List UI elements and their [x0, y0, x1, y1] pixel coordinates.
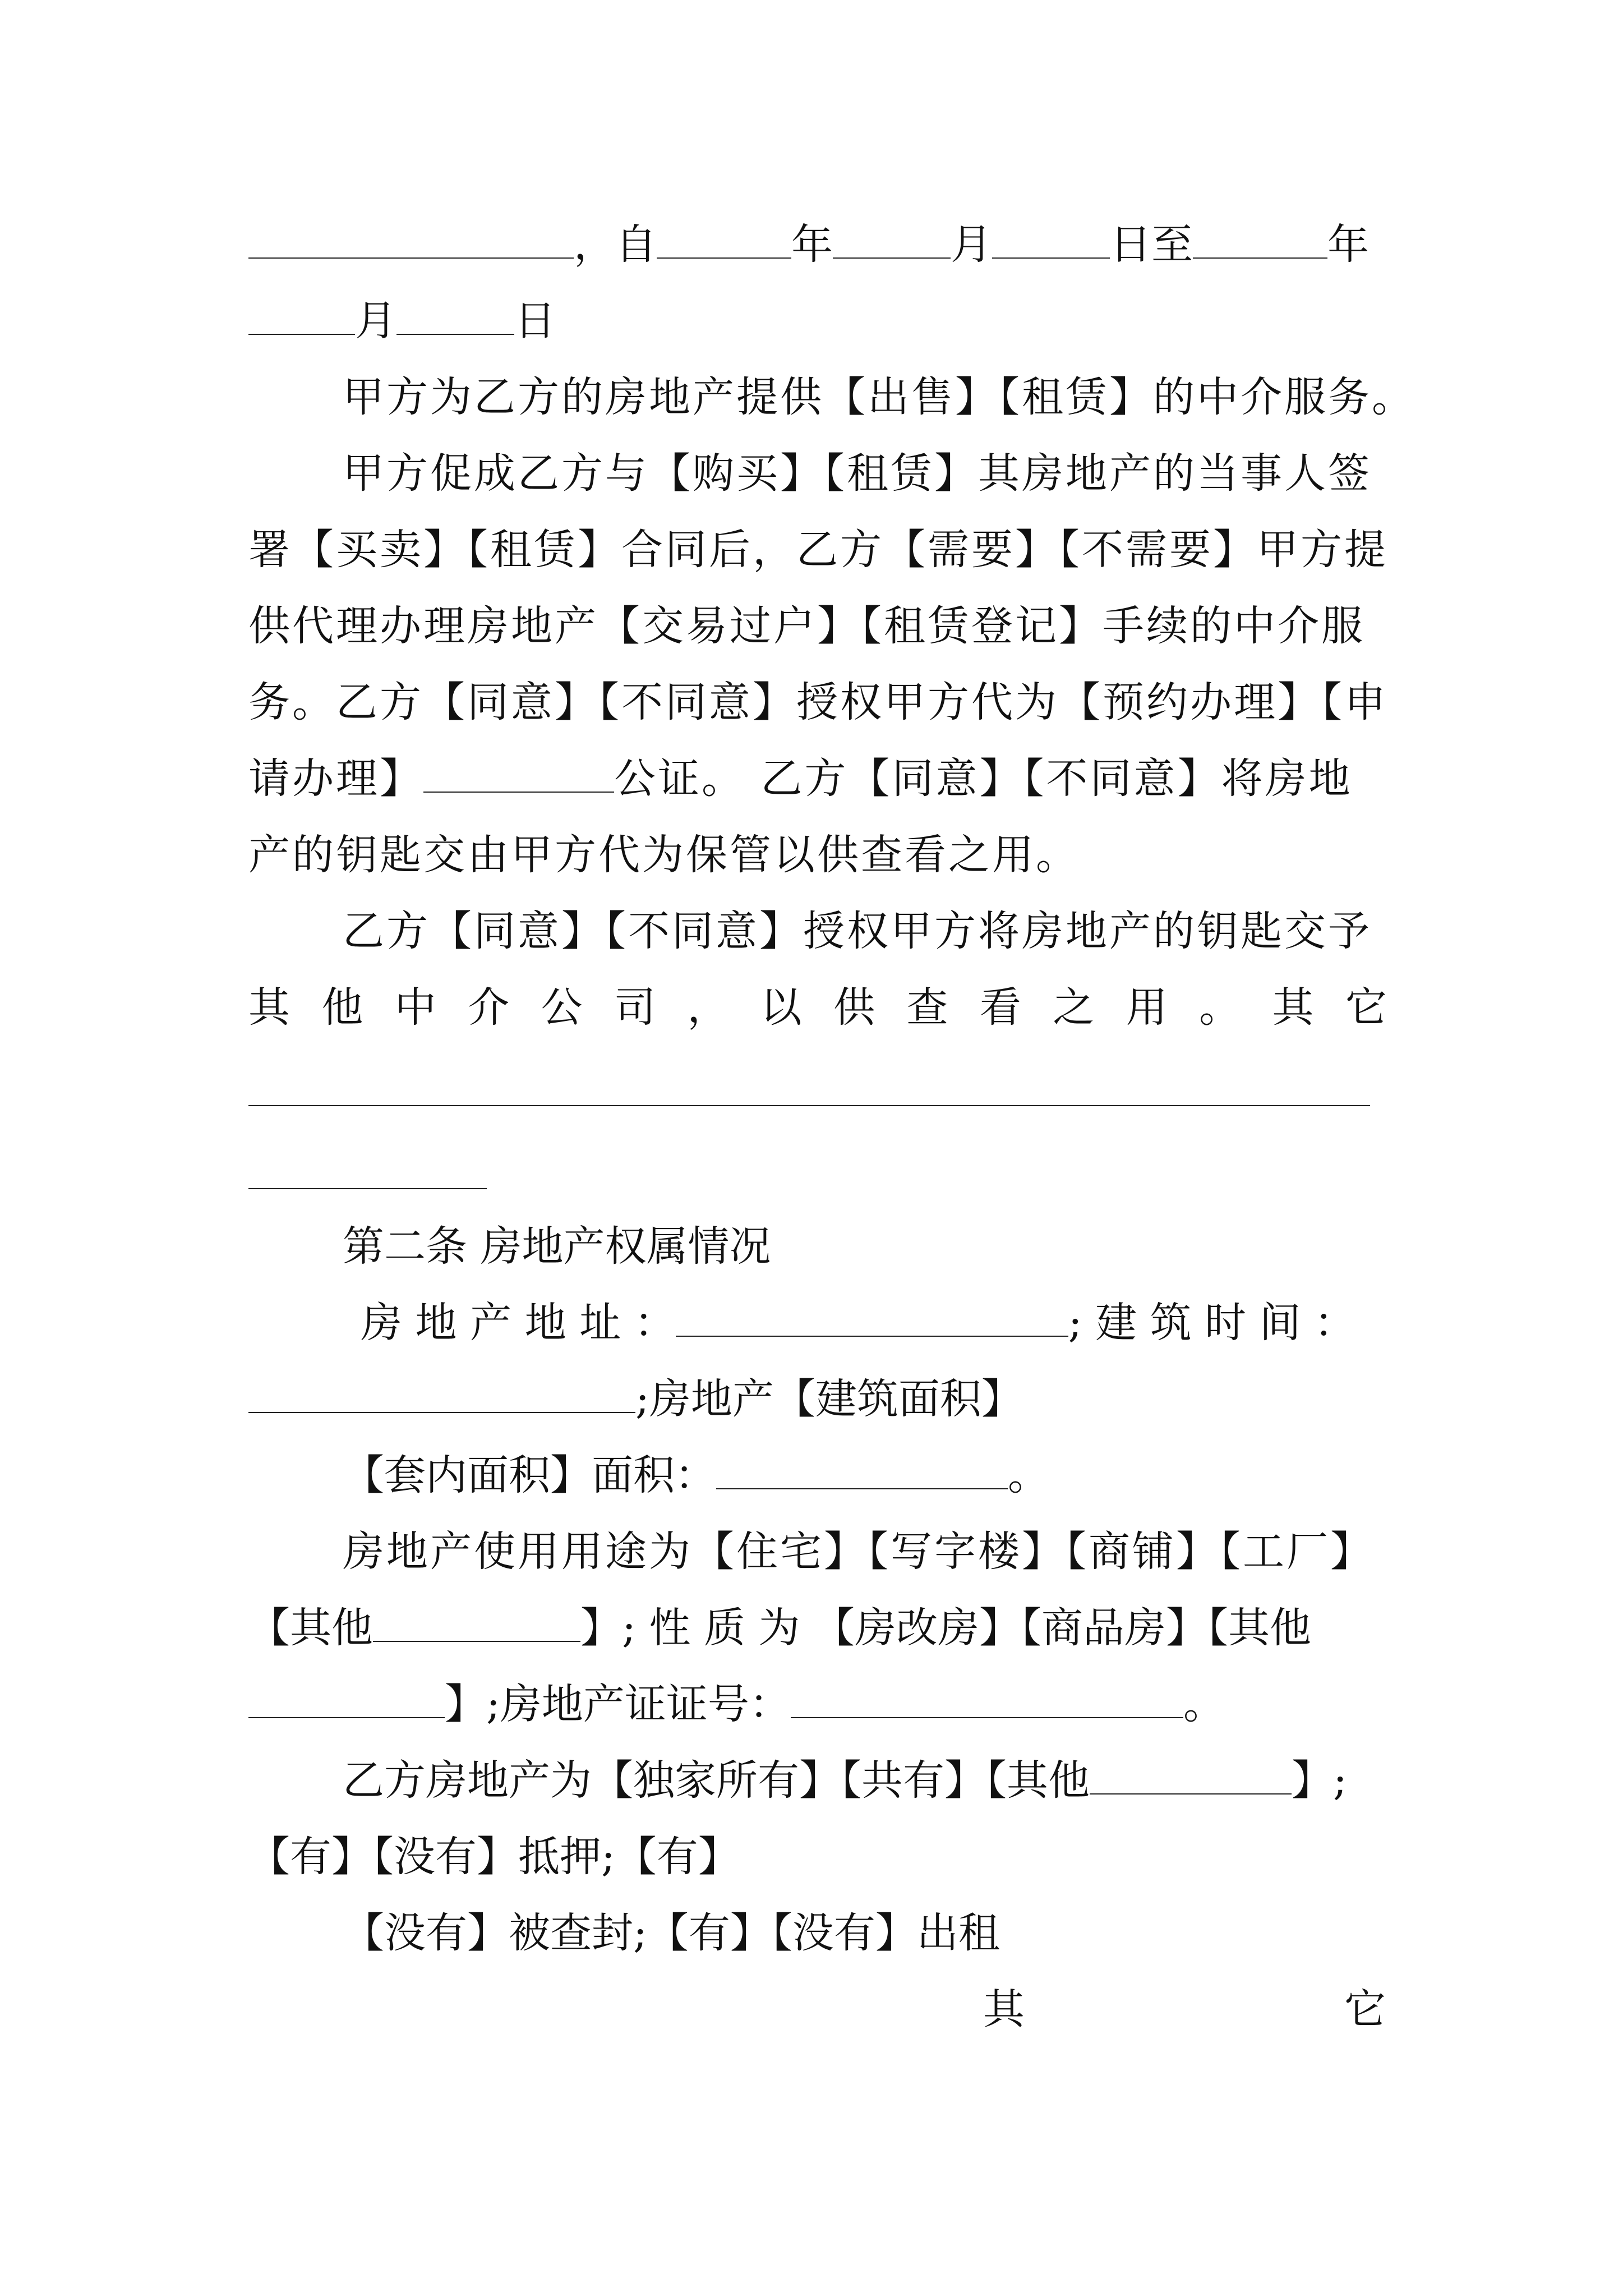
text: 】;房地产证证号：: [445, 1680, 791, 1728]
char: 中: [394, 983, 436, 1032]
text: 月: [951, 220, 992, 269]
line-15: [248, 1437, 1481, 1513]
char: 。: [1199, 983, 1241, 1032]
text: 月: [355, 297, 396, 345]
blank-month: [833, 223, 951, 259]
line-19: [248, 1742, 1481, 1819]
text: ;房地产【建筑面积】: [635, 1375, 1023, 1423]
blank-field: [248, 223, 574, 259]
line-9: 产的钥匙交由甲方代为保管以供查看之用。: [248, 831, 1080, 879]
text: 它: [1344, 1985, 1386, 2033]
char: 用: [1126, 983, 1168, 1032]
section-heading: 第二条 房地产权属情况: [343, 1222, 771, 1271]
line-21: 【没有】被查封;【有】【没有】出租: [343, 1909, 1000, 1957]
text: 年: [1327, 220, 1369, 269]
text: 公证。 乙方【同意】【不同意】将房地: [614, 754, 1353, 803]
text: 】; 性 质 为 【房改房】【商品房】【其他: [580, 1604, 1312, 1652]
blank-rule: [248, 1188, 487, 1189]
blank-other-nature: [248, 1682, 445, 1718]
text: 请办理】: [248, 754, 423, 803]
char: 以: [760, 983, 802, 1032]
text: 。: [1183, 1680, 1225, 1728]
blank-year: [657, 223, 791, 259]
blank-field: [423, 757, 614, 793]
char: 它: [1345, 983, 1387, 1032]
text: 。: [1008, 1451, 1049, 1499]
char: 其: [1272, 983, 1314, 1032]
line-2: [248, 283, 1387, 359]
char: 公: [541, 983, 583, 1032]
line-1: [248, 206, 1387, 283]
line-7: 务。乙方【同意】【不同意】授权甲方代为【预约办理】【申: [248, 678, 1388, 726]
text: 日至: [1110, 220, 1193, 269]
line-10: 乙方【同意】【不同意】授权甲方将房地产的钥匙交予: [343, 907, 1372, 955]
text: 其: [983, 1985, 1025, 2033]
char: 之: [1053, 983, 1095, 1032]
line-18: [248, 1666, 1387, 1742]
blank-address: [676, 1301, 1068, 1337]
blank-other-use: [373, 1606, 580, 1642]
line-5: 署【买卖】【租赁】合同后，乙方【需要】【不需要】甲方提: [248, 526, 1388, 574]
char: 介: [468, 983, 510, 1032]
blank-other-ownership: [1090, 1759, 1292, 1795]
line-14: [248, 1361, 1387, 1437]
blank-day: [396, 299, 514, 335]
blank-month: [248, 299, 355, 335]
line-6: 供代理办理房地产【交易过户】【租赁登记】手续的中介服: [248, 602, 1365, 650]
line-4: 甲方促成乙方与【购买】【租赁】其房地产的当事人签: [343, 449, 1372, 498]
line-13: [248, 1285, 1499, 1361]
line-11: [248, 969, 1387, 1046]
char: 看: [979, 983, 1021, 1032]
char: 其: [248, 983, 290, 1032]
char: 查: [906, 983, 948, 1032]
text: 【其他: [248, 1604, 373, 1652]
blank-day: [992, 223, 1110, 259]
text: 房 地 产 地 址 ：: [361, 1299, 676, 1347]
blank-certificate-no: [791, 1682, 1183, 1718]
char: 司: [614, 983, 656, 1032]
blank-build-time: [248, 1377, 635, 1413]
char: 供: [833, 983, 875, 1032]
line-22: [248, 1971, 1387, 2047]
blank-year: [1193, 223, 1327, 259]
text: 】;: [1292, 1756, 1347, 1805]
char: ，: [687, 983, 729, 1032]
blank-area: [716, 1453, 1008, 1489]
line-17: [248, 1590, 1387, 1666]
line-3: 甲方为乙方的房地产提供【出售】【租赁】的中介服务。: [343, 373, 1415, 421]
line-8: [248, 740, 1387, 817]
text: 日: [514, 297, 556, 345]
text: 乙方房地产为【独家所有】【共有】【其他: [343, 1756, 1090, 1805]
blank-rule: [248, 1105, 1370, 1106]
text: 年: [791, 220, 833, 269]
char: 他: [321, 983, 363, 1032]
line-20: 【有】【没有】抵押;【有】: [248, 1833, 740, 1881]
text: 【套内面积】面积：: [343, 1451, 716, 1499]
text: ; 建 筑 时 间 ：: [1068, 1299, 1356, 1347]
text: ，自: [574, 220, 657, 269]
line-16: 房地产使用用途为【住宅】【写字楼】【商铺】【工厂】: [343, 1527, 1374, 1576]
